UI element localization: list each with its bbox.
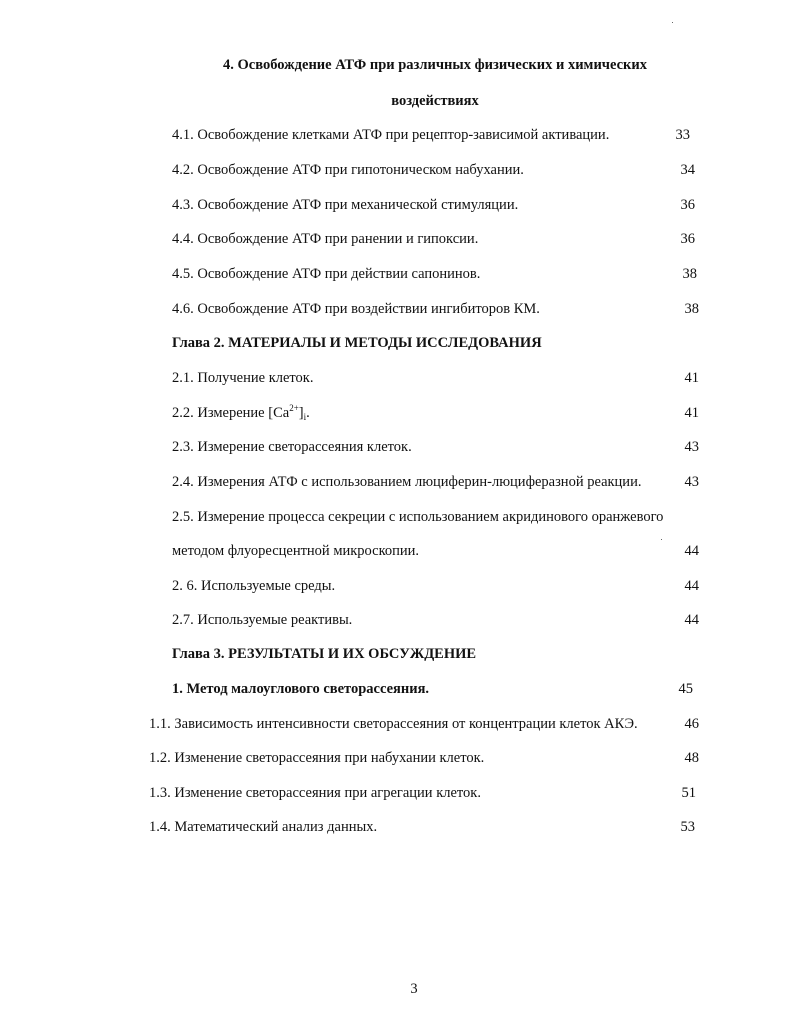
toc-page-3-method: 45 [678,681,693,697]
toc-page-2-5: 44 [684,543,699,559]
toc-page-4-6: 38 [684,301,699,317]
toc-entry-2-2-superscript: 2+ [289,403,299,413]
chapter-2-heading: Глава 2. МАТЕРИАЛЫ И МЕТОДЫ ИССЛЕДОВАНИЯ [172,335,542,351]
toc-entry-2-3: 2.3. Измерение светорассеяния клеток. [172,439,412,455]
toc-entry-3-method: 1. Метод малоуглового светорассеяния. [172,681,430,697]
toc-page-4-2: 34 [680,162,695,178]
toc-entry-3-1-1: 1.1. Зависимость интенсивности светорассеяния от концентрации клеток АКЭ. [149,716,638,732]
toc-entry-4-2: 4.2. Освобождение АТФ при гипотоническом набухании. [172,162,524,178]
section-4-heading-line1: 4. Освобождение АТФ при различных физических и химических [223,57,647,73]
toc-page-2-4: 43 [684,474,699,490]
toc-page-3-1-4: 53 [680,819,695,835]
section-4-heading-line2: воздействиях [391,93,479,109]
toc-page-2-7: 44 [684,612,699,628]
toc-entry-2-6: 2. 6. Используемые среды. [172,578,336,594]
toc-entry-3-1-4: 1.4. Математический анализ данных. [149,819,378,835]
toc-page-4-1: 33 [675,127,690,143]
toc-entry-3-1-3: 1.3. Изменение светорассеяния при агрегации клеток. [149,785,481,801]
toc-page-3-1-3: 51 [681,785,696,801]
toc-entry-2-2 [172,404,310,422]
toc-entry-2-2-text: 2.2. Измерение [Ca [172,405,290,421]
toc-entry-4-3: 4.3. Освобождение АТФ при механической стимуляции. [172,197,519,213]
toc-page-2-6: 44 [684,578,699,594]
toc-entry-2-2-bracket: ] [298,405,304,421]
toc-page-2-3: 43 [684,439,699,455]
toc-entry-2-7: 2.7. Используемые реактивы. [172,612,353,628]
toc-entry-4-6: 4.6. Освобождение АТФ при воздействии ингибиторов КМ. [172,301,540,317]
scan-speck [661,539,662,540]
toc-entry-2-5-line2: методом флуоресцентной микроскопии. [172,543,420,559]
toc-entry-2-5-line1: 2.5. Измерение процесса секреции с использованием акридинового оранжевого [172,509,664,525]
scan-speck [672,22,673,23]
toc-entry-2-2-subscript: i [303,412,307,422]
toc-entry-2-4: 2.4. Измерения АТФ с использованием люциферин-люциферазной реакции. [172,474,642,490]
toc-entry-2-1: 2.1. Получение клеток. [172,370,314,386]
toc-page-3-1-1: 46 [684,716,699,732]
toc-page-4-3: 36 [680,197,695,213]
chapter-3-heading: Глава 3. РЕЗУЛЬТАТЫ И ИХ ОБСУЖДЕНИЕ [172,646,477,662]
toc-page-4-5: 38 [682,266,697,282]
toc-page-2-1: 41 [684,370,699,386]
toc-page-4-4: 36 [680,231,695,247]
toc-entry-3-1-2: 1.2. Изменение светорассеяния при набухании клеток. [149,750,485,766]
toc-page-3-1-2: 48 [684,750,699,766]
toc-page-2-2: 41 [684,405,699,421]
toc-entry-4-4: 4.4. Освобождение АТФ при ранении и гипоксии. [172,231,479,247]
page-number: 3 [410,981,418,997]
toc-entry-4-1: 4.1. Освобождение клетками АТФ при рецептор-зависимой активации. [172,127,610,143]
toc-entry-2-2-period: . [306,405,310,421]
toc-entry-4-5: 4.5. Освобождение АТФ при действии сапонинов. [172,266,481,282]
